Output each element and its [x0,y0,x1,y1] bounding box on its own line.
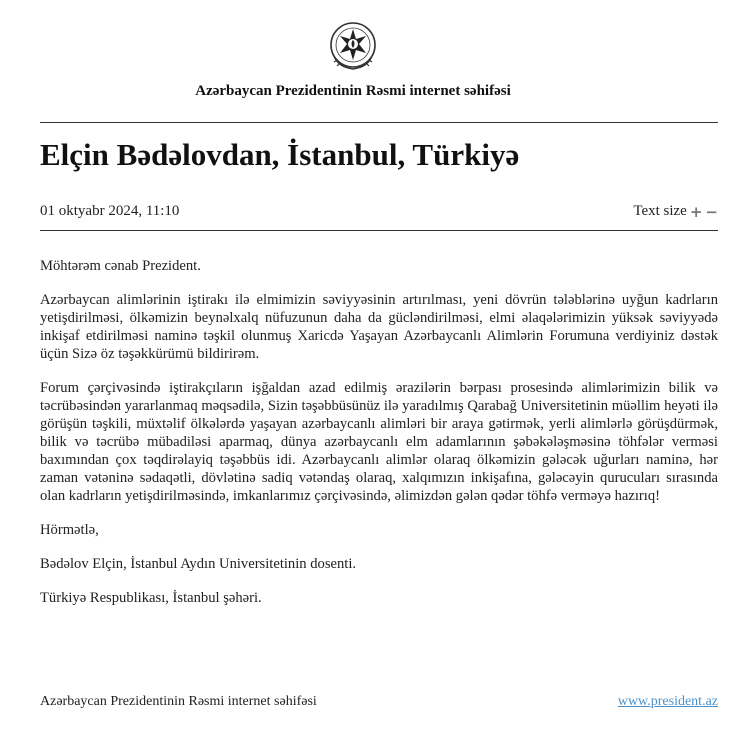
article-paragraph: Bədəlov Elçin, İstanbul Aydın Universitetinin dosenti. [40,556,357,572]
text-size-decrease-button[interactable]: − [705,202,718,221]
text-size-label: Text size [633,203,687,219]
text-size-control [633,203,718,220]
article-paragraph: Azərbaycan alimlərinin iştirakı ilə elmimizin səviyyəsinin artırılması, yeni dövrün tələblərinə uyğun kadrların yetişdirilməsi, ölkəmizin beynəlxalq nüfuzunun daha da gücləndirilməsi, elmi əlaqələrimizin yüksək səviyyədə inkişaf etdirilməsi naminə təşkil olunmuş Xaricdə Yaşayan Azərbaycanlı Alimlərin Forumuna verdiyiniz dəstək üçün Sizə öz təşəkkürümü bildirirəm. [40,292,718,362]
text-size-increase-button[interactable]: + [689,202,703,221]
header-divider [40,122,718,123]
page-title: Elçin Bədəlovdan, İstanbul, Türkiyə [40,137,520,172]
article-paragraph: Möhtərəm cənab Prezident. [40,258,201,274]
footer-site-name: Azərbaycan Prezidentinin Rəsmi internet səhifəsi [40,694,317,709]
article-date: 01 oktyabr 2024, 11:10 [40,203,180,219]
footer-website-link[interactable]: www.president.az [617,694,718,709]
article-paragraph: Türkiyə Respublikası, İstanbul şəhəri. [40,590,262,606]
article-body [40,257,718,623]
state-emblem-icon [328,20,378,72]
meta-divider [40,230,718,231]
site-name: Azərbaycan Prezidentinin Rəsmi internet səhifəsi [195,83,511,99]
article-paragraph: Forum çərçivəsində iştirakçıların işğaldan azad edilmiş ərazilərin bərpası prosesində alimlərimizin bilik və təcrübəsindən yararlanmaq məqsədilə, Sizin təşəbbüsünüz ilə yaradılmış Qarabağ Universitetinin müəllim heyəti ilə görüşün təşkili, müxtəlif ölkələrdə yaşayan azərbaycanlı alimləri bir araya gətirmək, yerli alimlərlə görüşdürmək, bilik və təcrübə mübadiləsi aparmaq, dünya azərbaycanlı elm adamlarının şəbəkələşməsinə töhfələr verməsi baxımından çox təqdirəlayiq təşəbbüs idi. Azərbaycanlı alimlər olaraq ölkəmizin gələcək uğurları naminə, hər zaman vətəninə sədaqətli, dövlətinə sadiq vətəndaş olaraq, xalqımızın inkişafına, gələcəyin qurucuları sırasında olan kadrların yetişdirilməsində, imkanlarımız çərçivəsində, əlimizdən gələn qədər töhfə verməyə hazırıq! [40,380,718,504]
article-paragraph: Hörmətlə, [40,522,99,538]
